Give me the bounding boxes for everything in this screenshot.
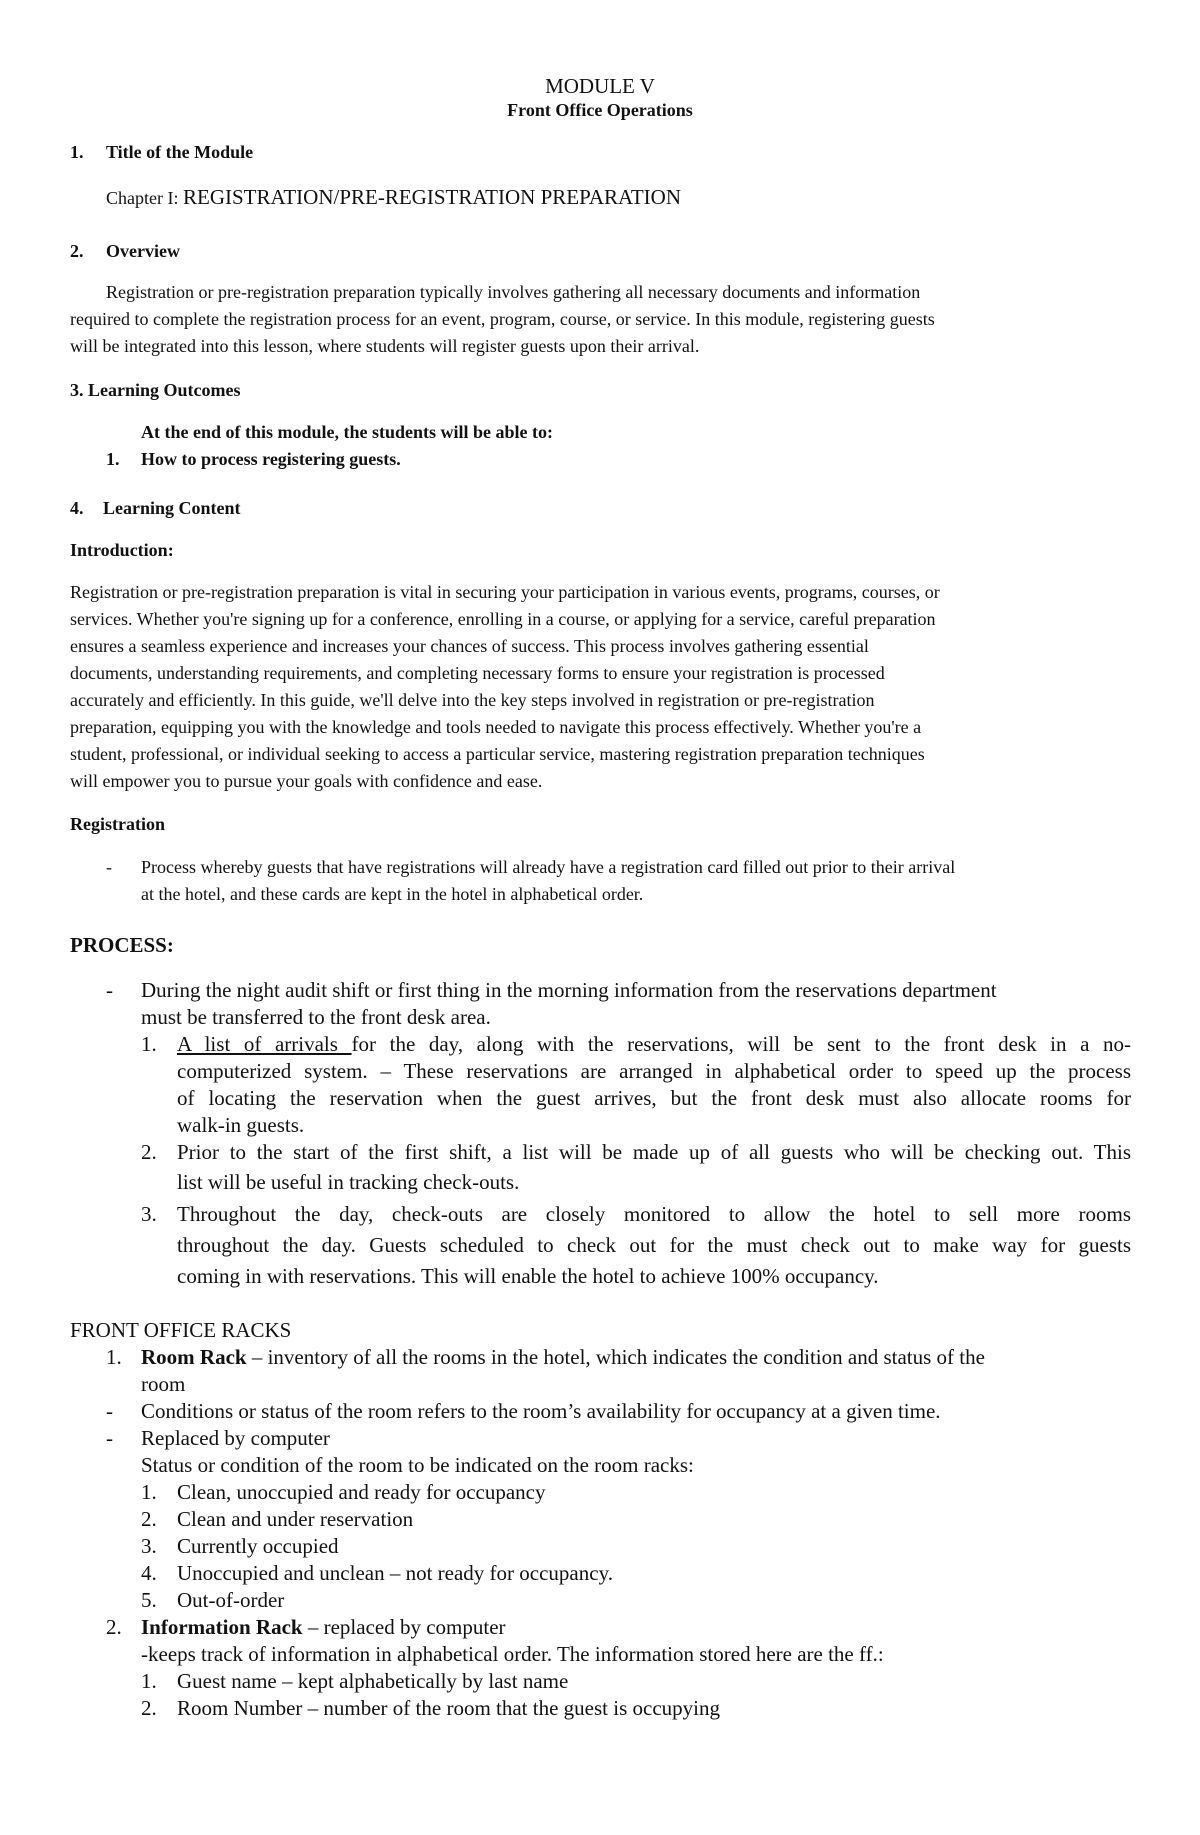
replaced-line: Replaced by computer (141, 1426, 330, 1450)
module-subtitle: Front Office Operations (507, 100, 693, 120)
section-1-number: 1. (70, 142, 84, 162)
section-3-title: 3. Learning Outcomes (70, 380, 241, 400)
introduction-line: accurately and efficiently. In this guide, we'll delve into the key steps involved in registration or pre-registration (70, 690, 875, 710)
process-item-line: throughout the day. Guests scheduled to check out for the must check out to make way for guests (177, 1233, 1131, 1257)
status-number: 3. (141, 1534, 157, 1558)
process-item-number: 1. (141, 1032, 157, 1056)
registration-line: Process whereby guests that have registrations will already have a registration card filled out prior to their arrival (141, 857, 956, 877)
process-item-line (177, 1031, 1131, 1058)
rack-number: 2. (106, 1615, 122, 1639)
process-item-line: of locating the reservation when the guest arrives, but the front desk must also allocate rooms for (177, 1086, 1131, 1110)
outcomes-intro: At the end of this module, the students will be able to: (141, 422, 554, 442)
process-item-line: coming in with reservations. This will enable the hotel to achieve 100% occupancy. (177, 1264, 879, 1288)
introduction-line: Registration or pre-registration preparation is vital in securing your participation in various events, programs, courses, or (70, 582, 940, 602)
process-item-line: computerized system. – These reservations are arranged in alphabetical order to speed up the process (177, 1059, 1131, 1083)
status-item: Currently occupied (177, 1534, 339, 1558)
status-number: 4. (141, 1561, 157, 1585)
section-4-title: Learning Content (103, 498, 241, 518)
process-item-text: for the day, along with the reservations, will be sent to the front desk in a no- (351, 1032, 1131, 1056)
rack-number: 1. (106, 1345, 122, 1369)
status-number: 2. (141, 1507, 157, 1531)
registration-heading: Registration (70, 814, 165, 834)
racks-heading: FRONT OFFICE RACKS (70, 1318, 292, 1342)
status-item: Clean, unoccupied and ready for occupancy (177, 1480, 546, 1504)
process-dash: - (106, 978, 113, 1002)
process-line: must be transferred to the front desk area. (141, 1005, 491, 1029)
introduction-heading: Introduction: (70, 540, 174, 560)
process-heading: PROCESS: (70, 933, 174, 957)
info-item-number: 1. (141, 1669, 157, 1693)
information-rack-text: – replaced by computer (302, 1615, 506, 1639)
status-number: 1. (141, 1480, 157, 1504)
outcome-number: 1. (106, 449, 120, 469)
process-line: During the night audit shift or first thing in the morning information from the reservations department (141, 978, 997, 1002)
introduction-line: ensures a seamless experience and increases your chances of success. This process involves gathering essential (70, 636, 869, 656)
section-1-title: Title of the Module (106, 142, 254, 162)
information-rack-desc: -keeps track of information in alphabetical order. The information stored here are the ff.: (141, 1642, 884, 1666)
process-item-number: 3. (141, 1202, 157, 1226)
section-2-title: Overview (106, 241, 180, 261)
module-title: MODULE V (545, 74, 655, 98)
status-intro: Status or condition of the room to be indicated on the room racks: (141, 1453, 694, 1477)
room-rack-label: Room Rack (141, 1345, 247, 1369)
status-number: 5. (141, 1588, 157, 1612)
outcome-item: How to process registering guests. (141, 449, 401, 469)
section-4-number: 4. (70, 498, 84, 518)
process-item-line: Prior to the start of the first shift, a list will be made up of all guests who will be checking out. This (177, 1140, 1131, 1164)
overview-line: Registration or pre-registration preparation typically involves gathering all necessary documents and information (106, 282, 921, 302)
chapter-line (106, 184, 681, 212)
overview-line: will be integrated into this lesson, where students will register guests upon their arrival. (70, 336, 700, 356)
introduction-line: documents, understanding requirements, and completing necessary forms to ensure your registration is processed (70, 663, 885, 683)
room-condition-line: Conditions or status of the room refers to the room’s availability for occupancy at a given time. (141, 1399, 941, 1423)
introduction-line: will empower you to pursue your goals with confidence and ease. (70, 771, 543, 791)
registration-line: at the hotel, and these cards are kept in the hotel in alphabetical order. (141, 884, 644, 904)
info-item-number: 2. (141, 1696, 157, 1720)
information-rack-label: Information Rack (141, 1615, 303, 1639)
status-item: Out-of-order (177, 1588, 285, 1612)
information-rack-line (141, 1614, 506, 1641)
info-item: Guest name – kept alphabetically by last name (177, 1669, 569, 1693)
status-item: Clean and under reservation (177, 1507, 414, 1531)
chapter-prefix: Chapter I: (106, 188, 179, 208)
introduction-line: student, professional, or individual seeking to access a particular service, mastering registration preparation techniques (70, 744, 925, 764)
racks-dash: - (106, 1426, 113, 1450)
racks-dash: - (106, 1399, 113, 1423)
introduction-line: preparation, equipping you with the knowledge and tools needed to navigate this process effectively. Whether you're a (70, 717, 922, 737)
introduction-line: services. Whether you're signing up for a conference, enrolling in a course, or applying for a service, careful preparation (70, 609, 936, 629)
room-rack-text: – inventory of all the rooms in the hotel, which indicates the condition and status of the (246, 1345, 985, 1369)
list-of-arrivals-underlined: A list of arrivals (177, 1032, 352, 1056)
process-item-line: walk-in guests. (177, 1113, 305, 1137)
room-rack-line: room (141, 1372, 186, 1396)
process-item-number: 2. (141, 1140, 157, 1164)
process-item-line: Throughout the day, check-outs are closely monitored to allow the hotel to sell more rooms (177, 1202, 1131, 1226)
registration-dash: - (106, 857, 112, 877)
section-2-number: 2. (70, 241, 84, 261)
info-item: Room Number – number of the room that the guest is occupying (177, 1696, 720, 1720)
process-item-line: list will be useful in tracking check-outs. (177, 1170, 520, 1194)
chapter-title: REGISTRATION/PRE-REGISTRATION PREPARATION (182, 185, 681, 209)
overview-line: required to complete the registration process for an event, program, course, or service. In this module, registering guests (70, 309, 935, 329)
room-rack-line (141, 1344, 985, 1371)
status-item: Unoccupied and unclean – not ready for occupancy. (177, 1561, 613, 1585)
